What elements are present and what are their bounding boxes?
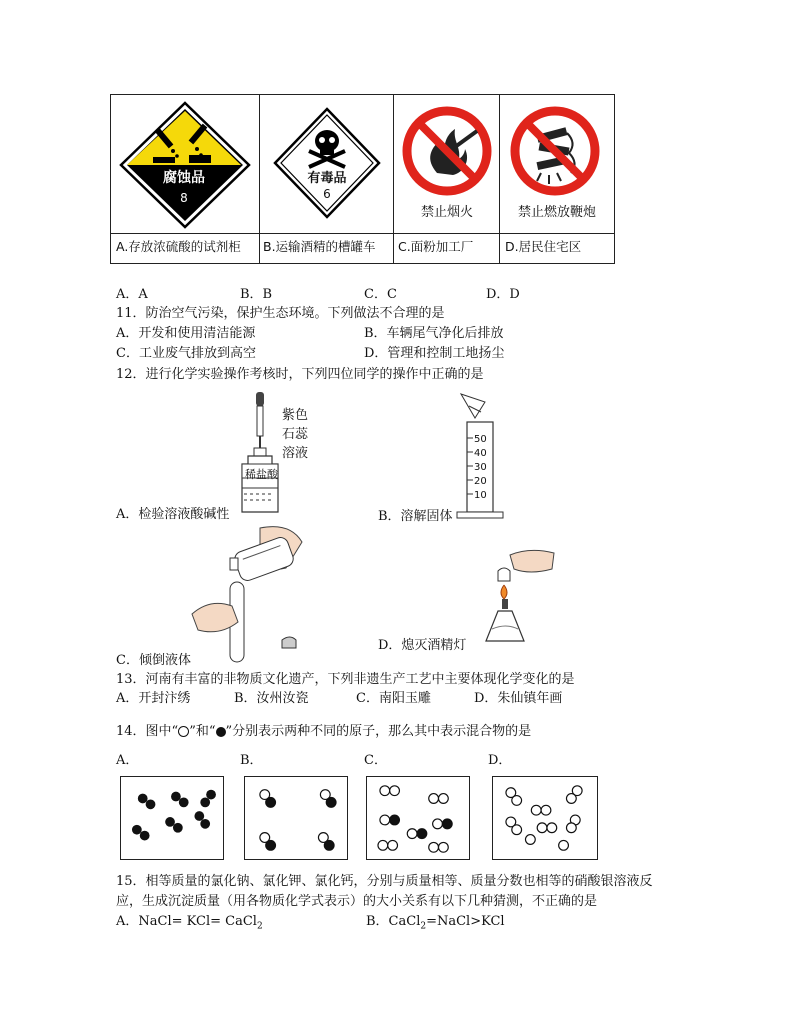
particle-box-b bbox=[244, 776, 348, 860]
particle-box-c bbox=[366, 776, 470, 860]
q15-option-b bbox=[366, 913, 505, 936]
q14-stem-part: ”分别表示两种不同的原子，那么其中表示混合物的是 bbox=[225, 724, 532, 739]
q12-stem: 12．进行化学实验操作考核时，下列四位同学的操作中正确的是 bbox=[116, 367, 484, 382]
q10-option-c: C．C bbox=[364, 287, 397, 302]
alcohol-lamp-figure bbox=[470, 545, 560, 645]
toxic-sign-icon bbox=[271, 105, 383, 225]
q15-option-b-text: =NaCl>KCl bbox=[426, 914, 505, 929]
q12-option-b: B．溶解固体 bbox=[378, 509, 453, 524]
q15-stem-line-2: 应，生成沉淀质量（用各物质化学式表示）的大小关系有以下几种猜测，不正确的是 bbox=[116, 894, 598, 909]
filled-atom-icon bbox=[216, 727, 226, 737]
caption-a: A.存放浓硫酸的试剂柜 bbox=[116, 239, 241, 254]
corrosive-sign-label: 腐蚀品 bbox=[163, 170, 205, 186]
reagent-label: 紫色石蕊溶液 bbox=[282, 408, 309, 461]
q13-stem: 13．河南有丰富的非物质文化遗产，下列非遗生产工艺中主要体现化学变化的是 bbox=[116, 672, 575, 687]
q10-option-b: B．B bbox=[240, 287, 273, 302]
table-divider bbox=[111, 233, 614, 234]
q14-option-b: B． bbox=[240, 753, 263, 768]
tick-label: 40 bbox=[474, 448, 487, 459]
q11-option-d: D．管理和控制工地扬尘 bbox=[364, 346, 505, 361]
pouring-liquid-figure bbox=[190, 522, 320, 664]
q11-stem: 11．防治空气污染，保护生态环境。下列做法不合理的是 bbox=[116, 306, 445, 321]
q14-option-a: A． bbox=[116, 753, 139, 768]
q13-option-d: D．朱仙镇年画 bbox=[474, 691, 563, 706]
q10-option-a: A．A bbox=[116, 287, 148, 302]
q12-option-d: D．熄灭酒精灯 bbox=[378, 638, 467, 653]
caption-c: C.面粉加工厂 bbox=[398, 239, 474, 254]
q14-option-c: C． bbox=[364, 753, 387, 768]
no-fire-sign-icon bbox=[401, 103, 493, 199]
q14-option-d: D． bbox=[488, 753, 512, 768]
q11-option-a: A．开发和使用清洁能源 bbox=[116, 326, 256, 341]
q14-stem bbox=[116, 723, 531, 741]
no-firecracker-sign-label: 禁止燃放鞭炮 bbox=[517, 205, 596, 220]
particle-box-a bbox=[120, 776, 224, 860]
corrosive-sign-icon bbox=[117, 99, 253, 231]
q15-option-a bbox=[116, 913, 263, 936]
no-firecracker-sign-icon bbox=[507, 103, 603, 199]
tick-label: 50 bbox=[474, 434, 487, 445]
cylinder-ticks bbox=[474, 433, 487, 503]
q13-option-c: C．南阳玉雕 bbox=[356, 691, 431, 706]
open-atom-icon bbox=[178, 726, 189, 737]
q14-stem-part: 14．图中“ bbox=[116, 724, 179, 739]
tick-label: 10 bbox=[474, 490, 487, 501]
q12-option-a: A．检验溶液酸碱性 bbox=[116, 507, 230, 522]
q15-option-a-text: A．NaCl= KCl= CaCl bbox=[116, 914, 257, 929]
q14-stem-part: ”和“ bbox=[189, 724, 216, 739]
bottle-label: 稀盐酸 bbox=[245, 468, 278, 481]
toxic-sign-label: 有毒品 bbox=[307, 171, 347, 186]
caption-d: D.居民住宅区 bbox=[505, 239, 582, 254]
subscript: 2 bbox=[256, 921, 263, 932]
toxic-sign-number: 6 bbox=[323, 187, 331, 201]
no-fire-sign-label: 禁止烟火 bbox=[420, 205, 473, 220]
table-divider bbox=[393, 95, 394, 263]
table-divider bbox=[259, 95, 260, 263]
tick-label: 20 bbox=[474, 476, 487, 487]
q13-option-b: B．汝州汝瓷 bbox=[234, 691, 309, 706]
corrosive-sign-number: 8 bbox=[180, 191, 188, 205]
subscript: 2 bbox=[420, 921, 427, 932]
q11-option-c: C．工业废气排放到高空 bbox=[116, 346, 256, 361]
q12-option-c: C．倾倒液体 bbox=[116, 653, 191, 668]
q15-stem-line-1: 15．相等质量的氯化钠、氯化钾、氯化钙，分别与质量相等、质量分数也相等的硝酸银溶液反 bbox=[116, 874, 653, 889]
q15-option-b-text: B．CaCl bbox=[366, 914, 421, 929]
tick-label: 30 bbox=[474, 462, 487, 473]
hazard-sign-table bbox=[110, 94, 615, 264]
table-divider bbox=[499, 95, 500, 263]
caption-b: B.运输酒精的槽罐车 bbox=[263, 239, 376, 254]
q11-option-b: B．车辆尾气净化后排放 bbox=[364, 326, 504, 341]
q10-option-d: D．D bbox=[486, 287, 520, 302]
q13-option-a: A．开封汴绣 bbox=[116, 691, 191, 706]
particle-box-d bbox=[492, 776, 598, 860]
